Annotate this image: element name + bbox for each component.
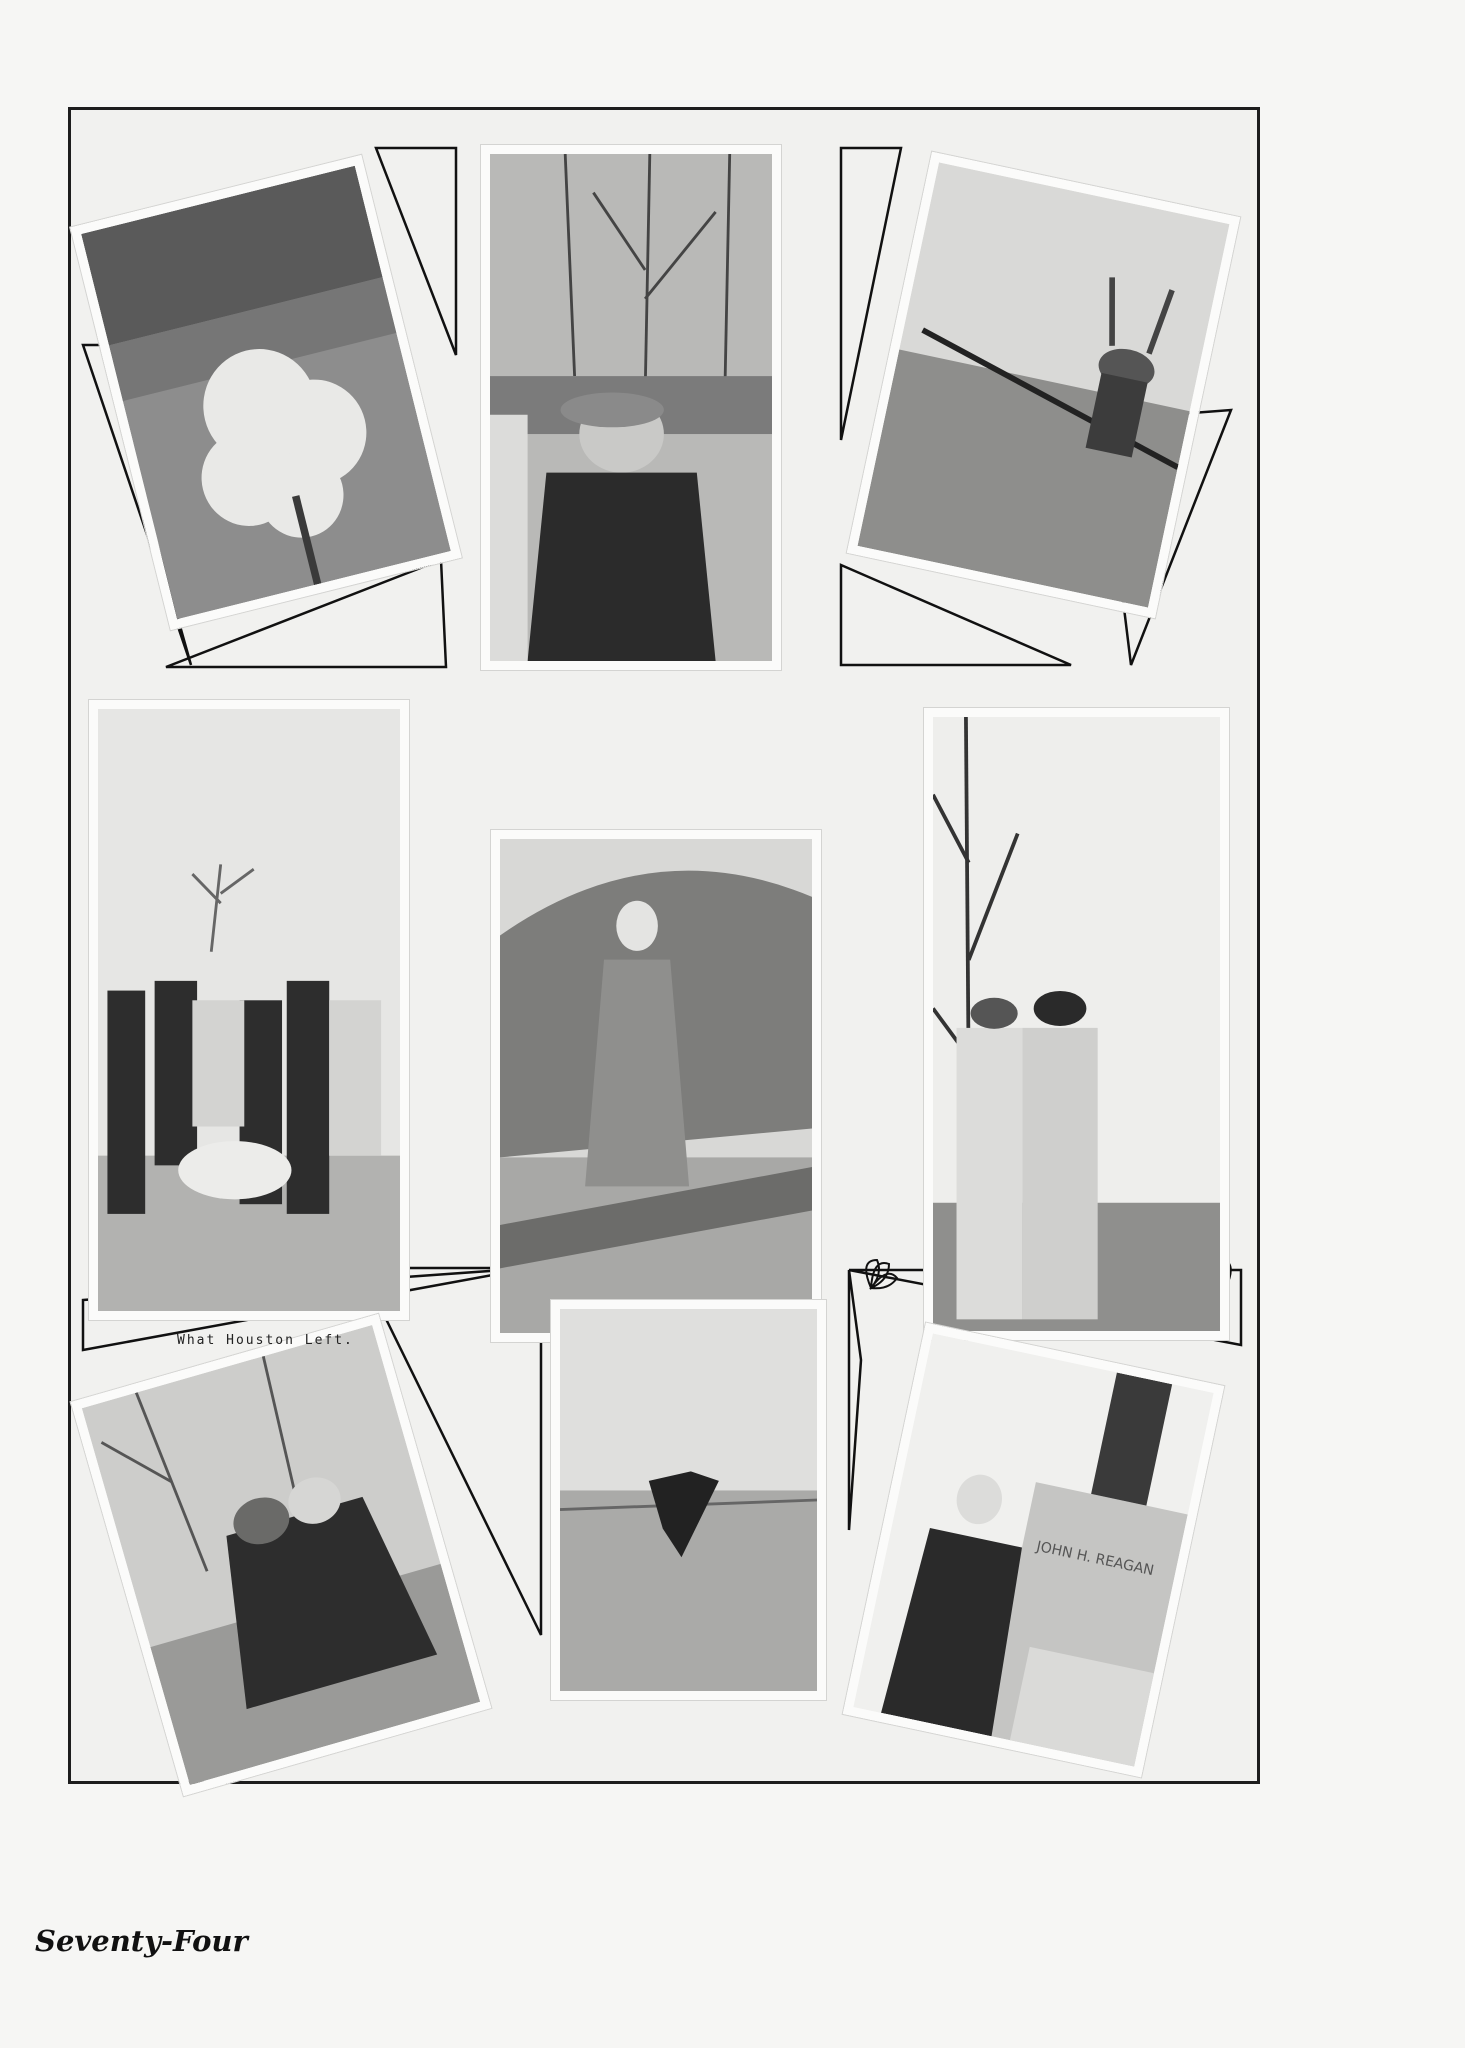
photo-man-bending-road [551,1300,826,1700]
scrapbook-page [68,107,1260,1784]
photo-two-men-embracing [924,708,1229,1340]
photo-blossom-tree [70,155,461,630]
page-number: Seventy-Four [35,1924,248,1958]
photo-couple-at-monument [843,1323,1224,1778]
photo-pole-vault [847,152,1240,619]
photo-woman-on-log [491,830,821,1342]
photo-caption: What Houston Left. [177,1333,354,1348]
photo-men-in-caps [481,145,781,670]
photo-group-with-goat [89,700,409,1320]
monument-inscription: JOHN H. REAGAN [1034,1538,1156,1580]
photo-two-men-sitting [71,1314,492,1796]
